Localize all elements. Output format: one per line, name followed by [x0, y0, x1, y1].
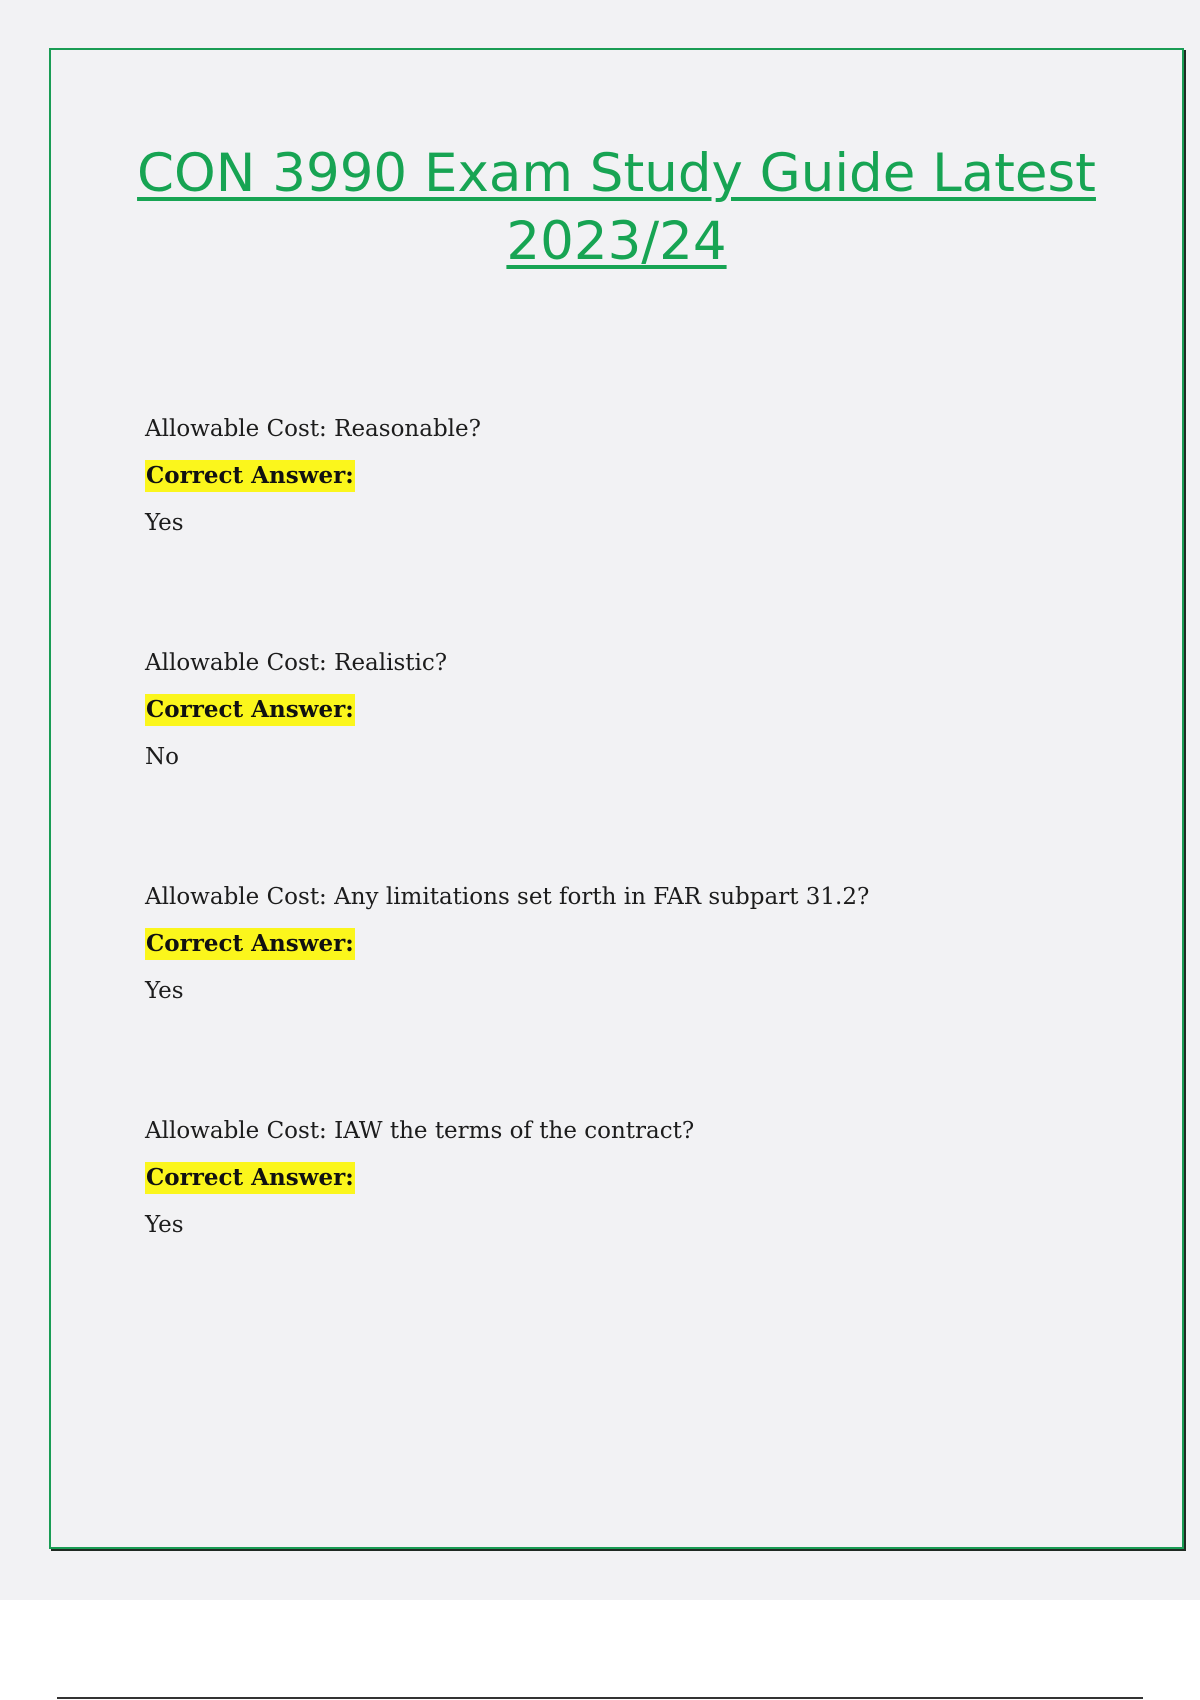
answer-label-row — [145, 928, 1145, 960]
answer-text: No — [145, 744, 179, 770]
page-title — [49, 140, 1184, 276]
answer-label-row — [145, 460, 1145, 492]
question-text: Allowable Cost: Reasonable? — [145, 416, 481, 442]
correct-answer-label: Correct Answer: — [145, 460, 355, 492]
question-text: Allowable Cost: Any limitations set forth in FAR subpart 31.2? — [145, 884, 870, 910]
answer-label-row — [145, 1162, 1145, 1194]
correct-answer-label: Correct Answer: — [145, 1162, 355, 1194]
page-title-text: CON 3990 Exam Study Guide Latest 2023/24 — [137, 143, 1096, 272]
qa-item — [145, 413, 1145, 539]
qa-item — [145, 1115, 1145, 1241]
question-text: Allowable Cost: Realistic? — [145, 650, 448, 676]
answer-text: Yes — [145, 510, 184, 536]
correct-answer-label: Correct Answer: — [145, 694, 355, 726]
qa-item — [145, 881, 1145, 1007]
qa-item — [145, 647, 1145, 773]
answer-label-row — [145, 694, 1145, 726]
correct-answer-label: Correct Answer: — [145, 928, 355, 960]
answer-text: Yes — [145, 978, 184, 1004]
footer-divider — [57, 1697, 1143, 1699]
answer-text: Yes — [145, 1212, 184, 1238]
question-text: Allowable Cost: IAW the terms of the contract? — [145, 1118, 695, 1144]
